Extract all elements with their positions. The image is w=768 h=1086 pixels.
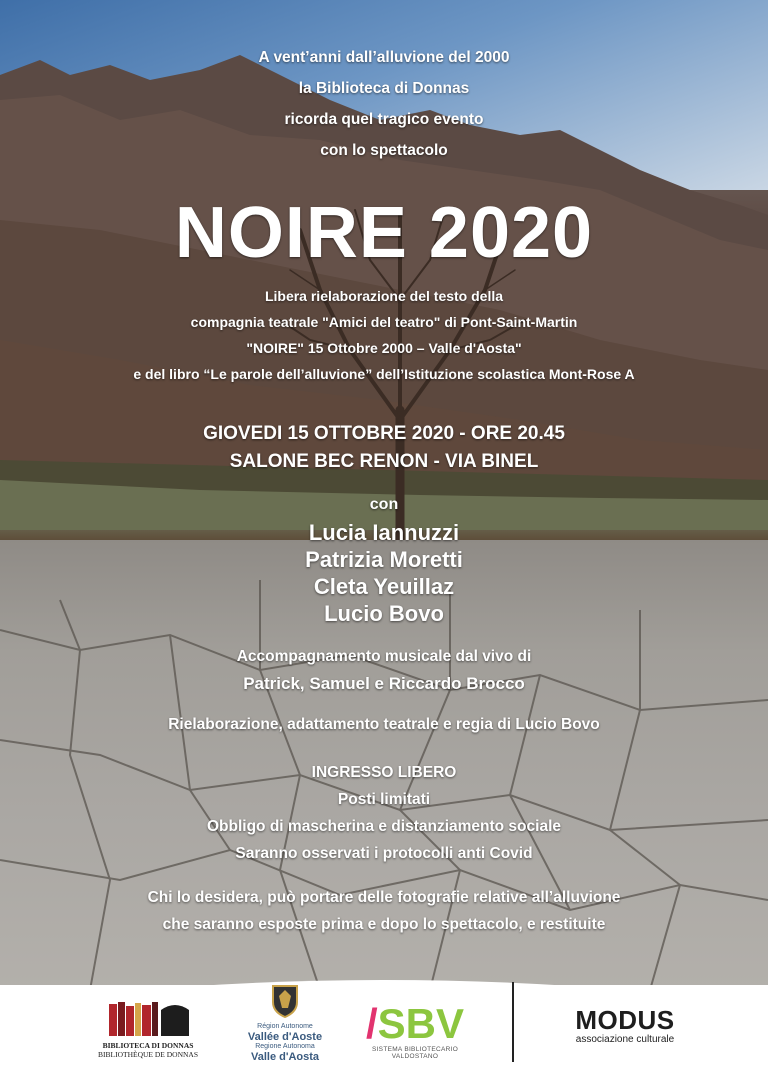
entry-line: Posti limitati [337, 791, 431, 808]
photos-note-block [0, 884, 768, 938]
region-label-it: Regione Autonoma [255, 1043, 315, 1050]
subtitle-line: Libera rielaborazione del testo della [264, 288, 504, 304]
intro-line: ricorda quel tragico evento [284, 111, 484, 128]
entry-line: INGRESSO LIBERO [311, 764, 457, 781]
books-icon [105, 1000, 191, 1036]
sbv-logo [360, 1002, 470, 1060]
modus-logo [555, 1006, 695, 1045]
performer-name: Lucio Bovo [324, 601, 444, 626]
region-label-fr: Région Autonome [257, 1023, 313, 1030]
performer-name: Lucia Iannuzzi [308, 520, 460, 545]
subtitle-line: e del libro “Le parole dell’alluvione” dell’Istituzione scolastica Mont-Rose A [133, 366, 635, 382]
region-logo [240, 982, 330, 1063]
subtitle-block [0, 283, 768, 387]
venue-line: SALONE BEC RENON - VIA BINEL [229, 451, 539, 472]
region-name-fr: Vallée d'Aoste [247, 1031, 323, 1043]
library-logo [98, 1000, 198, 1059]
music-line: Patrick, Samuel e Riccardo Brocco [243, 674, 525, 693]
with-label: con [369, 496, 399, 513]
subtitle-line: compagnia teatrale "Amici del teatro" di Pont-Saint-Martin [190, 314, 578, 330]
sbv-mark: /SBV [365, 1000, 465, 1047]
coat-of-arms-icon [270, 982, 300, 1018]
date-line: GIOVEDI 15 OTTOBRE 2020 - ORE 20.45 [203, 423, 565, 444]
entry-line: Saranno osservati i protocolli anti Covid [235, 845, 533, 862]
music-block [0, 643, 768, 697]
intro-block [0, 42, 768, 166]
date-venue-block [0, 420, 768, 476]
modus-mark: MODUS [575, 1005, 675, 1035]
modus-caption: associazione culturale [575, 1034, 675, 1045]
event-title: NOIRE 2020 [174, 193, 594, 273]
intro-line: A vent’anni dall’alluvione del 2000 [258, 49, 510, 66]
slash-icon: / [365, 1000, 378, 1047]
direction-line: Rielaborazione, adattamento teatrale e regia di Lucio Bovo [168, 716, 600, 733]
library-name: BIBLIOTECA DI DONNAS [102, 1041, 194, 1050]
music-line: Accompagnamento musicale dal vivo di [236, 648, 532, 665]
performer-name: Patrizia Moretti [305, 547, 463, 572]
library-name-fr: BIBLIOTHÈQUE DE DONNAS [98, 1050, 198, 1059]
intro-line: con lo spettacolo [320, 142, 448, 159]
sbv-caption: SISTEMA BIBLIOTECARIO VALDOSTANO [371, 1046, 459, 1060]
region-name-it: Valle d'Aosta [250, 1051, 320, 1063]
intro-line: la Biblioteca di Donnas [298, 80, 470, 97]
performer-name: Cleta Yeuillaz [313, 574, 455, 599]
performers-list [0, 519, 768, 627]
photos-note-line: che saranno esposte prima e dopo lo spettacolo, e restituite [162, 916, 606, 933]
entry-info-block [0, 759, 768, 867]
subtitle-line: "NOIRE" 15 Ottobre 2000 – Valle d'Aosta" [246, 340, 522, 356]
entry-line: Obbligo di mascherina e distanziamento sociale [206, 818, 561, 835]
logo-divider [512, 982, 514, 1062]
photos-note-line: Chi lo desidera, può portare delle fotografie relative all’alluvione [147, 889, 621, 906]
